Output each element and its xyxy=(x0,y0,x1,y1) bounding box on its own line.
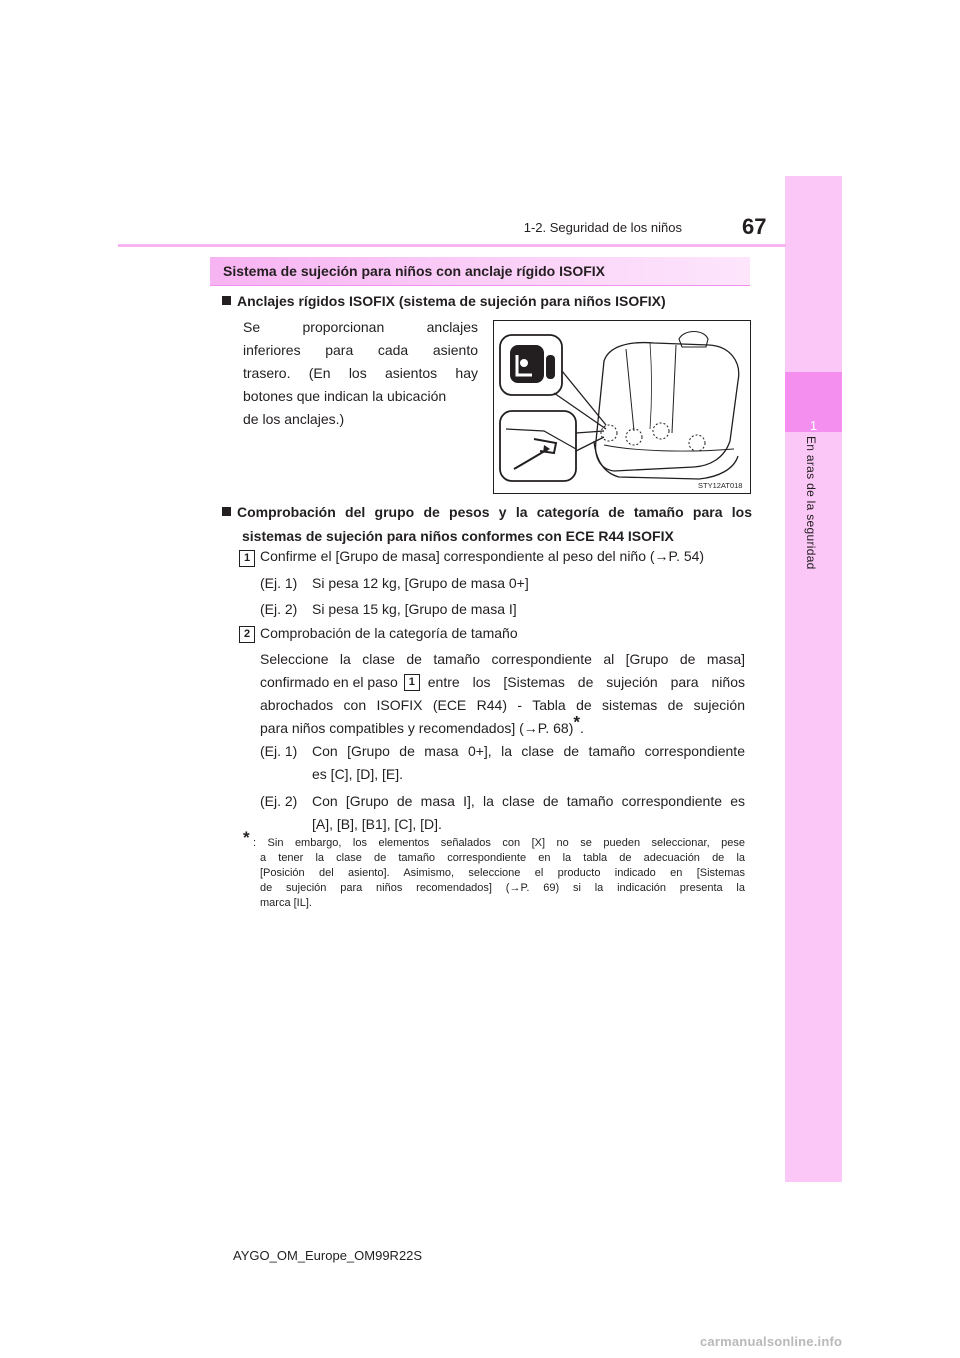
step-2-para-line-1: Seleccione la clase de tamaño correspondiente al [Grupo de masa] xyxy=(260,651,745,667)
step-2-para-line-2b: entre los [Sistemas de sujeción para niños xyxy=(427,674,745,690)
step-2-example-2-label: (Ej. 2) xyxy=(260,793,298,809)
anchors-line-5: de los anclajes.) xyxy=(243,411,345,427)
footnote-line-4: de sujeción para niños recomendados] (→P. 69) si la indicación presenta la xyxy=(260,882,745,894)
figure-code-label: STY12AT018 xyxy=(698,481,743,490)
chapter-number: 1 xyxy=(809,418,818,433)
anchors-line-1: Se proporcionan anclajes xyxy=(243,319,478,335)
document-code-footer: AYGO_OM_Europe_OM99R22S xyxy=(233,1248,423,1263)
section-title: Sistema de sujeción para niños con anclaje rígido ISOFIX xyxy=(223,263,605,279)
square-bullet-icon xyxy=(222,296,231,305)
step-2-para-end: . xyxy=(579,720,584,736)
footnote-line-3: [Posición del asiento]. Asimismo, seleccione el producto indicado en [Sistemas xyxy=(260,867,745,879)
anchors-heading xyxy=(222,291,752,311)
step-2-para-line-4-wrap xyxy=(260,712,745,740)
anchors-line-2: inferiores para cada asiento xyxy=(243,342,478,358)
step-2-paragraph xyxy=(260,648,745,740)
step-number-box: 2 xyxy=(239,626,255,643)
isofix-anchor-figure xyxy=(493,320,751,494)
anchors-heading-text: Anclajes rígidos ISOFIX (sistema de sujeción para niños ISOFIX) xyxy=(237,293,666,309)
anchors-line-3: trasero. (En los asientos hay xyxy=(243,365,478,381)
asterisk-marker: * xyxy=(573,712,580,732)
chapter-title: En aras de la seguridad xyxy=(804,436,818,570)
rear-seat-illustration xyxy=(494,321,750,493)
page-number: 67 xyxy=(742,214,767,239)
footnote-line-5: marca [IL]. xyxy=(260,897,312,909)
footnote-line-2: a tener la clase de tamaño correspondiente en la tabla de adecuación de la xyxy=(260,852,745,864)
step-2-text: Comprobación de la categoría de tamaño xyxy=(260,625,518,641)
chapter-side-tab xyxy=(785,176,842,1182)
anchors-line-4: botones que indican la ubicación xyxy=(243,388,447,404)
step-2-example-1-label: (Ej. 1) xyxy=(260,743,298,759)
footnote-line-1-wrap xyxy=(243,828,745,851)
step-2-para-line-2 xyxy=(260,671,745,694)
step-2-marker xyxy=(239,624,255,643)
step-1-example-2-text: Si pesa 15 kg, [Grupo de masa I] xyxy=(312,601,517,617)
step-1-marker xyxy=(239,548,255,567)
step-1-example-1-text: Si pesa 12 kg, [Grupo de masa 0+] xyxy=(312,575,529,591)
check-heading-line-1: Comprobación del grupo de pesos y la categoría de tamaño para los xyxy=(237,504,752,520)
anchors-paragraph xyxy=(243,316,478,431)
step-reference-box: 1 xyxy=(404,674,420,691)
check-heading-line-2: sistemas de sujeción para niños conformes con ECE R44 ISOFIX xyxy=(242,528,674,544)
header-section-title: 1-2. Seguridad de los niños xyxy=(523,220,682,235)
step-1-example-2-label: (Ej. 2) xyxy=(260,601,298,617)
check-heading xyxy=(222,500,752,548)
chapter-title-vertical xyxy=(804,436,824,656)
step-1-text: Confirme el [Grupo de masa] correspondiente al peso del niño (→P. 54) xyxy=(260,548,705,564)
step-1-example-1-label: (Ej. 1) xyxy=(260,575,298,591)
step-2-para-line-2a: confirmado en el paso xyxy=(260,674,398,690)
step-2-example-1-line-1: Con [Grupo de masa 0+], la clase de tamaño correspondiente xyxy=(312,743,745,759)
step-number-box: 1 xyxy=(239,550,255,567)
footnote-asterisk: * xyxy=(243,828,250,847)
step-2-example-2-line-1: Con [Grupo de masa I], la clase de tamaño correspondiente es xyxy=(312,793,745,809)
footnote-line-1: : Sin embargo, los elementos señalados con [X] no se pueden seleccionar, pese xyxy=(253,837,745,849)
step-2-example-1-line-2: es [C], [D], [E]. xyxy=(312,766,404,782)
step-2-example-2-line-2: [A], [B], [B1], [C], [D]. xyxy=(312,816,442,832)
step-2-para-line-3: abrochados con ISOFIX (ECE R44) - Tabla de sistemas de sujeción xyxy=(260,697,745,713)
square-bullet-icon xyxy=(222,507,231,516)
footnote xyxy=(243,828,745,911)
watermark: carmanualsonline.info xyxy=(700,1334,843,1349)
header-divider xyxy=(118,244,786,247)
step-2-para-line-4: para niños compatibles y recomendados] (→P. 68) xyxy=(260,720,574,736)
